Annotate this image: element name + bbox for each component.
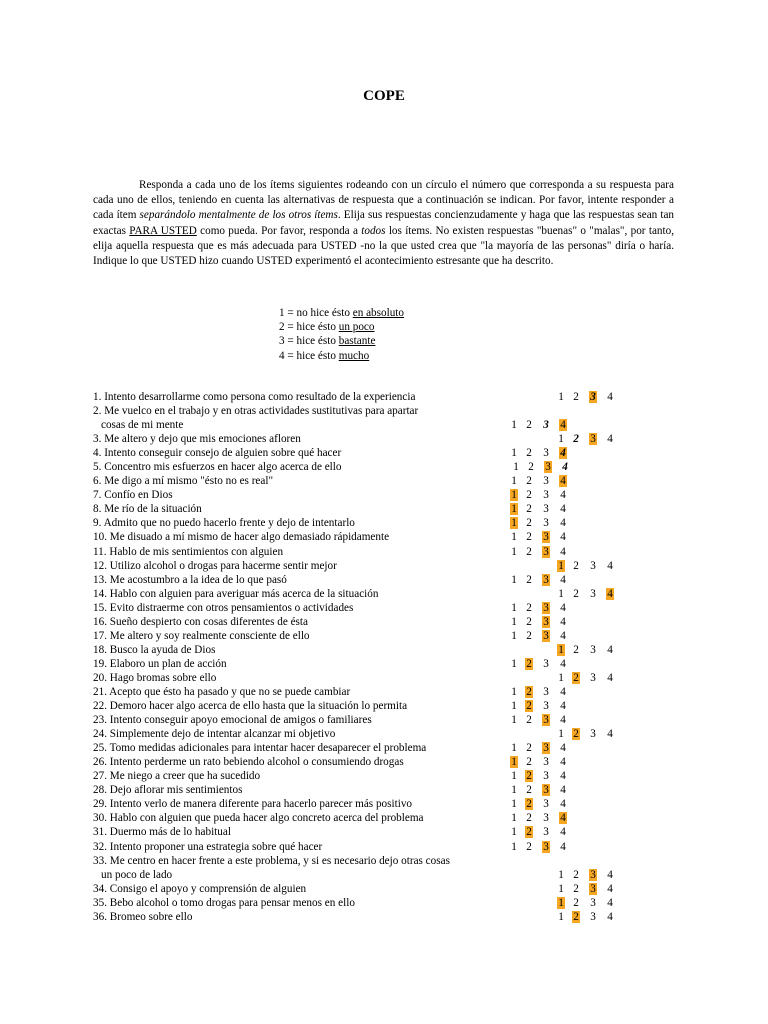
option-1[interactable]: 1 [558, 433, 564, 446]
option-2[interactable]: 2 [526, 419, 532, 432]
option-2[interactable]: 2 [573, 559, 579, 572]
option-1[interactable]: 1 [511, 629, 517, 642]
option-1[interactable]: 1 [511, 657, 517, 670]
questionnaire-item [93, 825, 693, 839]
option-3[interactable]: 3 [543, 419, 549, 432]
option-3[interactable]: 3 [543, 840, 549, 853]
item-text: 12. Utilizo alcohol o drogas para hacerme sentir mejor [93, 559, 337, 572]
option-2[interactable]: 2 [528, 461, 534, 474]
intro-emphasis-1: separándolo mentalmente de los otros ítems [139, 209, 338, 222]
option-3[interactable]: 3 [590, 910, 596, 923]
option-2[interactable]: 2 [573, 896, 579, 909]
option-2[interactable]: 2 [526, 531, 532, 544]
option-3[interactable]: 3 [543, 489, 549, 502]
option-2[interactable]: 2 [526, 601, 532, 614]
option-1[interactable]: 1 [558, 587, 564, 600]
option-2[interactable]: 2 [573, 643, 579, 656]
option-4[interactable]: 4 [560, 517, 566, 530]
option-1[interactable]: 1 [511, 826, 517, 839]
option-4[interactable]: 4 [560, 685, 566, 698]
legend-term: bastante [338, 335, 376, 348]
legend-prefix: 4 = hice ésto [279, 349, 339, 362]
questionnaire-item [93, 755, 693, 769]
option-1[interactable]: 1 [511, 573, 517, 586]
legend-row [279, 334, 404, 348]
item-text: 30. Hablo con alguien que pueda hacer algo concreto acerca del problema [93, 812, 424, 825]
option-2[interactable]: 2 [526, 629, 532, 642]
item-text: 23. Intento conseguir apoyo emocional de amigos o familiares [93, 714, 372, 727]
questionnaire-item [93, 404, 693, 418]
option-3[interactable]: 3 [590, 671, 596, 684]
option-2[interactable]: 2 [526, 475, 532, 488]
questionnaire-item [93, 643, 693, 657]
item-text: 5. Concentro mis esfuerzos en hacer algo acerca de ello [93, 461, 342, 474]
option-3[interactable]: 3 [543, 742, 549, 755]
option-4[interactable]: 4 [607, 896, 613, 909]
option-3[interactable]: 3 [543, 601, 549, 614]
option-4[interactable]: 4 [560, 447, 566, 460]
questionnaire-item [93, 713, 693, 727]
option-4[interactable]: 4 [560, 742, 566, 755]
option-2[interactable]: 2 [526, 447, 532, 460]
option-2[interactable]: 2 [526, 615, 532, 628]
item-text: 31. Duermo más de lo habitual [93, 826, 231, 839]
option-1[interactable]: 1 [511, 419, 517, 432]
option-4[interactable]: 4 [560, 573, 566, 586]
questionnaire-item [93, 910, 693, 924]
option-3[interactable]: 3 [543, 685, 549, 698]
option-2[interactable]: 2 [526, 840, 532, 853]
item-text: 6. Me digo a mí mismo "ésto no es real" [93, 475, 274, 488]
questionnaire-item [93, 769, 693, 783]
option-4[interactable]: 4 [560, 615, 566, 628]
questionnaire-item [93, 432, 693, 446]
item-text: 13. Me acostumbro a la idea de lo que pasó [93, 573, 287, 586]
option-4[interactable]: 4 [607, 868, 613, 881]
item-text: 34. Consigo el apoyo y comprensión de alguien [93, 882, 307, 895]
option-1[interactable]: 1 [511, 685, 517, 698]
questionnaire-item [93, 840, 693, 854]
item-text: 36. Bromeo sobre ello [93, 910, 193, 923]
intro-text-1: Responda a cada uno de los ítems siguientes rodeando con un círculo el número que corresponda a su respuesta para cada uno de ellos, teniendo en cuenta las alternativas de respuesta que a continuación se indican. Por favor, intente responder a cada ítem [93, 179, 674, 222]
option-4[interactable]: 4 [560, 545, 566, 558]
item-text: cosas de mi mente [101, 419, 184, 432]
questionnaire-item [93, 629, 693, 643]
option-3[interactable]: 3 [543, 447, 549, 460]
option-1[interactable]: 1 [558, 559, 564, 572]
questionnaire-item [93, 446, 693, 460]
questionnaire-item [93, 868, 693, 882]
item-text: 3. Me altero y dejo que mis emociones afloren [93, 433, 301, 446]
option-1[interactable]: 1 [511, 601, 517, 614]
option-1[interactable]: 1 [513, 461, 519, 474]
option-1[interactable]: 1 [558, 868, 564, 881]
option-3[interactable]: 3 [543, 531, 549, 544]
option-1[interactable]: 1 [511, 742, 517, 755]
option-2[interactable]: 2 [573, 882, 579, 895]
option-2[interactable]: 2 [526, 770, 532, 783]
option-3[interactable]: 3 [543, 714, 549, 727]
option-1[interactable]: 1 [511, 503, 517, 516]
option-4[interactable]: 4 [607, 882, 613, 895]
item-text: 27. Me niego a creer que ha sucedido [93, 770, 261, 783]
item-text: 16. Sueño despierto con cosas diferentes de ésta [93, 615, 308, 628]
option-2[interactable]: 2 [526, 545, 532, 558]
questionnaire-item [93, 502, 693, 516]
option-3[interactable]: 3 [543, 812, 549, 825]
option-4[interactable]: 4 [607, 910, 613, 923]
intro-text-2: . Elija sus respuestas concienzudamente y haga que las respuestas sean tan exactas [93, 209, 675, 237]
option-3[interactable]: 3 [543, 770, 549, 783]
item-text: 1. Intento desarrollarme como persona como resultado de la experiencia [93, 391, 416, 403]
option-2[interactable]: 2 [573, 391, 579, 403]
option-3[interactable]: 3 [543, 573, 549, 586]
option-4[interactable]: 4 [560, 840, 566, 853]
option-3[interactable]: 3 [543, 756, 549, 769]
option-1[interactable]: 1 [511, 615, 517, 628]
legend-prefix: 1 = no hice ésto [279, 307, 353, 319]
option-3[interactable]: 3 [590, 587, 596, 600]
option-2[interactable]: 2 [526, 826, 532, 839]
questionnaire-item [93, 530, 693, 544]
option-4[interactable]: 4 [560, 531, 566, 544]
option-2[interactable]: 2 [526, 685, 532, 698]
option-3[interactable]: 3 [543, 784, 549, 797]
option-4[interactable]: 4 [560, 419, 566, 432]
option-2[interactable]: 2 [526, 700, 532, 713]
option-2[interactable]: 2 [526, 657, 532, 670]
option-3[interactable]: 3 [590, 643, 596, 656]
option-1[interactable]: 1 [558, 643, 564, 656]
option-3[interactable]: 3 [543, 517, 549, 530]
option-4[interactable]: 4 [607, 391, 613, 403]
option-2[interactable]: 2 [573, 868, 579, 881]
option-2[interactable]: 2 [526, 573, 532, 586]
option-1[interactable]: 1 [511, 700, 517, 713]
option-3[interactable]: 3 [590, 433, 596, 446]
legend-row [279, 306, 404, 320]
questionnaire-item [93, 727, 693, 741]
option-3[interactable]: 3 [543, 657, 549, 670]
option-1[interactable]: 1 [558, 910, 564, 923]
option-1[interactable]: 1 [511, 489, 517, 502]
option-4[interactable]: 4 [607, 587, 613, 600]
item-text: 2. Me vuelco en el trabajo y en otras actividades sustitutivas para apartar [93, 405, 419, 418]
questionnaire-item [93, 559, 693, 573]
questionnaire-item [93, 601, 693, 615]
legend-term: en absoluto [352, 307, 405, 319]
intro-text-3: como pueda. Por favor, responda a [196, 224, 362, 237]
option-2[interactable]: 2 [573, 433, 579, 446]
questionnaire-item [93, 882, 693, 896]
questionnaire-item [93, 488, 693, 502]
option-2[interactable]: 2 [526, 489, 532, 502]
option-3[interactable]: 3 [590, 728, 596, 741]
option-2[interactable]: 2 [526, 812, 532, 825]
option-1[interactable]: 1 [511, 475, 517, 488]
questionnaire-item [93, 573, 693, 587]
option-2[interactable]: 2 [573, 671, 579, 684]
item-text: 19. Elaboro un plan de acción [93, 657, 227, 670]
option-4[interactable]: 4 [607, 643, 613, 656]
item-text: 22. Demoro hacer algo acerca de ello hasta que la situación lo permita [93, 700, 408, 713]
option-2[interactable]: 2 [573, 587, 579, 600]
item-text: 14. Hablo con alguien para averiguar más acerca de la situación [93, 587, 379, 600]
option-1[interactable]: 1 [511, 784, 517, 797]
option-2[interactable]: 2 [526, 503, 532, 516]
option-1[interactable]: 1 [511, 545, 517, 558]
option-3[interactable]: 3 [543, 545, 549, 558]
item-text: 8. Me río de la situación [93, 503, 202, 516]
questionnaire-item [93, 474, 693, 488]
legend-term: mucho [338, 349, 370, 362]
questionnaire-items [93, 390, 693, 924]
option-4[interactable]: 4 [560, 812, 566, 825]
option-3[interactable]: 3 [543, 629, 549, 642]
option-4[interactable]: 4 [607, 728, 613, 741]
option-4[interactable]: 4 [607, 433, 613, 446]
item-text: 20. Hago bromas sobre ello [93, 671, 217, 684]
option-1[interactable]: 1 [511, 447, 517, 460]
option-4[interactable]: 4 [560, 798, 566, 811]
item-text: 17. Me altero y soy realmente consciente de ello [93, 629, 310, 642]
option-1[interactable]: 1 [511, 756, 517, 769]
questionnaire-item [93, 516, 693, 530]
option-3[interactable]: 3 [590, 391, 596, 403]
intro-text-4: los ítems. No existen respuestas "buenas" o "malas", por tanto, elija aquella respuesta que es más adecuada para USTED -no la que usted crea que "la mayoría de las personas" diría o haría. Indique lo que USTED hizo cuando USTED experimentó el acontecimiento estresante que ha descrito. [93, 224, 674, 268]
item-text: 10. Me disuado a mí mismo de hacer algo demasiado rápidamente [93, 531, 390, 544]
option-2[interactable]: 2 [526, 742, 532, 755]
questionnaire-item [93, 797, 693, 811]
item-text: 29. Intento verlo de manera diferente para hacerlo parecer más positivo [93, 798, 413, 811]
option-4[interactable]: 4 [562, 461, 568, 474]
questionnaire-item [93, 615, 693, 629]
option-3[interactable]: 3 [543, 503, 549, 516]
option-4[interactable]: 4 [560, 601, 566, 614]
option-2[interactable]: 2 [526, 714, 532, 727]
option-4[interactable]: 4 [560, 475, 566, 488]
legend-prefix: 3 = hice ésto [279, 335, 339, 348]
item-text: 18. Busco la ayuda de Dios [93, 643, 216, 656]
questionnaire-item [93, 896, 693, 910]
questionnaire-item [93, 460, 693, 474]
questionnaire-item [93, 418, 693, 432]
questionnaire-item [93, 390, 693, 404]
questionnaire-item [93, 657, 693, 671]
item-text: 25. Tomo medidas adicionales para intentar hacer desaparecer el problema [93, 742, 427, 755]
questionnaire-item [93, 699, 693, 713]
item-text: un poco de lado [101, 868, 173, 881]
option-4[interactable]: 4 [560, 756, 566, 769]
questionnaire-item [93, 811, 693, 825]
instructions-paragraph [93, 178, 674, 269]
item-text: 33. Me centro en hacer frente a este problema, y si es necesario dejo otras cosas [93, 854, 450, 867]
questionnaire-item [93, 783, 693, 797]
item-text: 28. Dejo aflorar mis sentimientos [93, 784, 243, 797]
item-text: 26. Intento perderme un rato bebiendo alcohol o consumiendo drogas [93, 756, 404, 769]
option-1[interactable]: 1 [558, 671, 564, 684]
response-scale-legend [279, 306, 404, 363]
option-1[interactable]: 1 [558, 882, 564, 895]
option-1[interactable]: 1 [558, 391, 564, 403]
option-1[interactable]: 1 [558, 896, 564, 909]
intro-emphasis-2: todos [361, 224, 386, 237]
option-3[interactable]: 3 [543, 615, 549, 628]
option-1[interactable]: 1 [511, 840, 517, 853]
option-3[interactable]: 3 [590, 882, 596, 895]
item-text: 15. Evito distraerme con otros pensamientos o actividades [93, 601, 354, 614]
legend-row [279, 320, 404, 334]
questionnaire-item [93, 671, 693, 685]
item-text: 35. Bebo alcohol o tomo drogas para pensar menos en ello [93, 896, 355, 909]
questionnaire-item [93, 685, 693, 699]
item-text: 24. Simplemente dejo de intentar alcanzar mi objetivo [93, 728, 336, 741]
option-3[interactable]: 3 [590, 868, 596, 881]
option-4[interactable]: 4 [560, 503, 566, 516]
questionnaire-item [93, 854, 693, 868]
questionnaire-item [93, 741, 693, 755]
option-4[interactable]: 4 [607, 559, 613, 572]
option-2[interactable]: 2 [573, 728, 579, 741]
option-1[interactable]: 1 [511, 798, 517, 811]
item-text: 11. Hablo de mis sentimientos con alguien [93, 545, 284, 558]
option-2[interactable]: 2 [526, 784, 532, 797]
intro-underline: PARA USTED [129, 224, 197, 237]
option-1[interactable]: 1 [511, 770, 517, 783]
questionnaire-item [93, 545, 693, 559]
option-1[interactable]: 1 [511, 517, 517, 530]
option-4[interactable]: 4 [607, 671, 613, 684]
option-1[interactable]: 1 [558, 728, 564, 741]
option-3[interactable]: 3 [590, 896, 596, 909]
option-3[interactable]: 3 [545, 461, 551, 474]
item-text: 4. Intento conseguir consejo de alguien sobre qué hacer [93, 447, 342, 460]
option-2[interactable]: 2 [526, 798, 532, 811]
option-4[interactable]: 4 [560, 714, 566, 727]
option-4[interactable]: 4 [560, 489, 566, 502]
option-3[interactable]: 3 [590, 559, 596, 572]
option-1[interactable]: 1 [511, 531, 517, 544]
item-text: 7. Confío en Dios [93, 489, 173, 502]
option-1[interactable]: 1 [511, 714, 517, 727]
option-4[interactable]: 4 [560, 629, 566, 642]
page-title: COPE [363, 88, 405, 104]
option-4[interactable]: 4 [560, 826, 566, 839]
questionnaire-item [93, 587, 693, 601]
option-2[interactable]: 2 [526, 517, 532, 530]
item-text: 21. Acepto que ésto ha pasado y que no se puede cambiar [93, 685, 351, 698]
option-3[interactable]: 3 [543, 798, 549, 811]
option-4[interactable]: 4 [560, 784, 566, 797]
option-3[interactable]: 3 [543, 475, 549, 488]
option-4[interactable]: 4 [560, 700, 566, 713]
legend-row [279, 349, 404, 363]
option-3[interactable]: 3 [543, 826, 549, 839]
option-4[interactable]: 4 [560, 770, 566, 783]
option-1[interactable]: 1 [511, 812, 517, 825]
legend-term: un poco [338, 321, 375, 334]
legend-prefix: 2 = hice ésto [279, 321, 339, 334]
option-2[interactable]: 2 [573, 910, 579, 923]
item-text: 32. Intento proponer una estrategia sobre qué hacer [93, 840, 323, 853]
option-4[interactable]: 4 [560, 657, 566, 670]
option-3[interactable]: 3 [543, 700, 549, 713]
item-text: 9. Admito que no puedo hacerlo frente y dejo de intentarlo [93, 517, 355, 530]
option-2[interactable]: 2 [526, 756, 532, 769]
